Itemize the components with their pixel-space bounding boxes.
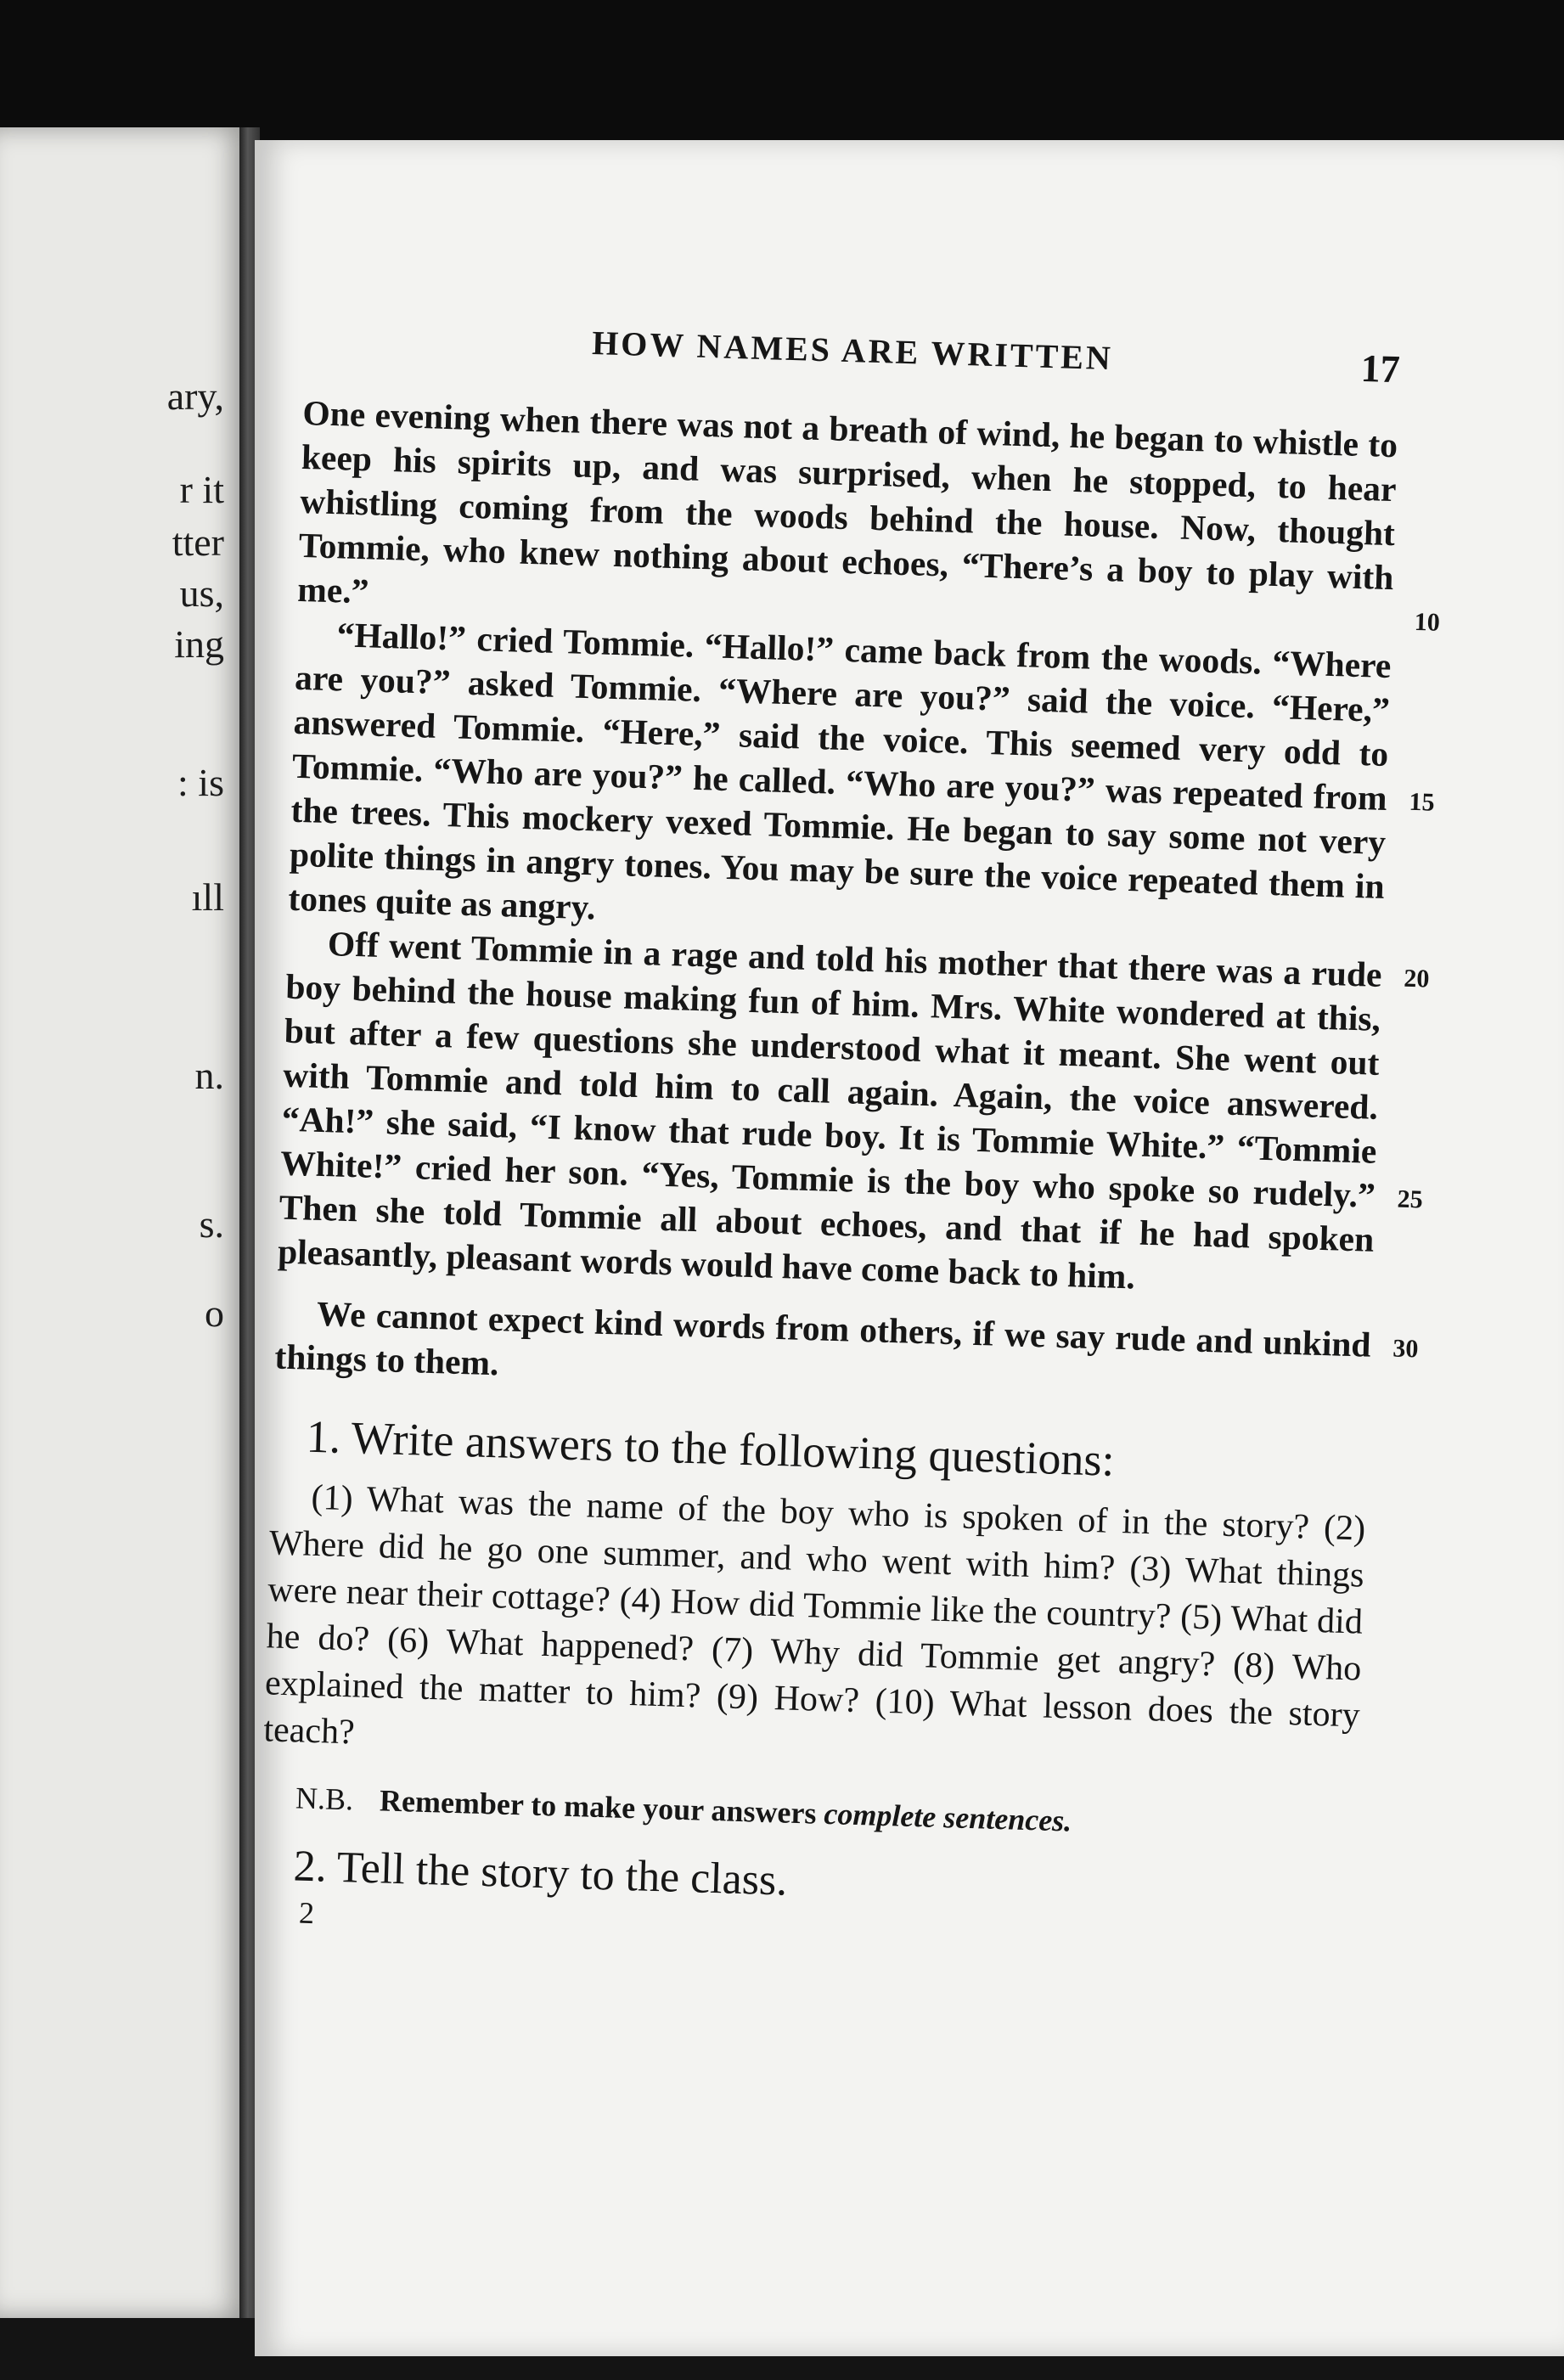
note <box>295 1780 1358 1847</box>
paragraph-text: Off went Tommie in a rage and told his mother that there was a rude boy behind the house making fun of him. Mrs. White wondered at this, but after a few questions she understood what it meant. She went out with Tommie and told him to call again. Again, the voice answered. “Ah!” she said, “I know that rude boy. It is Tommie White.” “Tommie White!” cried her son. “Yes, Tommie is the boy who spoke so rudely.” Then she told Tommie all about echoes, and that if he had spoken pleasantly, pleasant words would have come back to him. <box>277 924 1383 1297</box>
left-fragment: o <box>205 1291 224 1335</box>
signature-mark: 2 <box>298 1895 315 1931</box>
left-fragment: : is <box>177 761 224 804</box>
left-fragment: us, <box>179 571 224 615</box>
paragraph-text: “Hallo!” cried Tommie. “Hallo!” came back from the woods. “Where are you?” asked Tommie. “Where are you?” said the voice. “Here,” answered Tommie. “Here,” said the voice. This seemed very odd to Tommie. “Who are you?” he called. “Who are you?” was repeated from the trees. This mockery vexed Tommie. He began to say some not very polite things in angry tones. You may be sure the voice repeated them in tones quite as angry. <box>287 615 1392 927</box>
left-fragment: ing <box>174 622 224 666</box>
previous-page-edge <box>0 127 248 2318</box>
line-number: 10 <box>1414 607 1441 637</box>
line-number: 15 <box>1409 787 1436 817</box>
line-number: 30 <box>1392 1334 1419 1364</box>
note-label: N.B. <box>295 1781 354 1817</box>
page-number: 17 <box>1359 346 1401 391</box>
note-emphasis: complete sentences. <box>823 1796 1072 1838</box>
note-text: Remember to make your answers <box>379 1783 818 1831</box>
scan-border <box>0 0 1564 144</box>
left-fragment: tter <box>172 520 224 564</box>
paragraph <box>277 920 1430 1306</box>
exercise-2: 2. Tell the story to the class. <box>292 1842 789 1905</box>
left-fragment: ıll <box>191 875 224 919</box>
paragraph-text: One evening when there was not a breath of wind, he began to whistle to keep his spirits up, and was surprised, when he stopped, to hear whistling coming from the woods behind the house. Now, thought Tommie, who knew nothing about echoes, “There’s a boy to play with me.” <box>296 392 1398 611</box>
paragraph-text: We cannot expect kind words from others, if we say rude and unkind things to them. <box>273 1293 1372 1383</box>
left-fragment: n. <box>194 1054 224 1097</box>
exercise-1-questions: (1) What was the name of the boy who is spoken of in the story? (2) Where did he go one summer, and who went with him? (3) What things were near their cottage? (4) How did Tommie like the country? (5) What did he do? (6) What happened? (7) Why did Tommie get angry? (8) Who explained the matter to him? (9) How? (10) What lesson does the story teach? <box>262 1477 1366 1753</box>
paragraph <box>296 391 1441 644</box>
line-number: 25 <box>1397 1184 1424 1214</box>
page-content <box>258 314 1441 1961</box>
running-head-title: HOW NAMES ARE WRITTEN <box>591 324 1114 378</box>
line-number: 20 <box>1403 964 1430 993</box>
book-page <box>255 140 1564 2356</box>
left-fragment: s. <box>199 1202 224 1246</box>
left-fragment: r it <box>179 468 224 511</box>
left-fragment: ary, <box>166 374 224 418</box>
exercise-1-heading: 1. Write answers to the following questions: <box>305 1410 1116 1486</box>
